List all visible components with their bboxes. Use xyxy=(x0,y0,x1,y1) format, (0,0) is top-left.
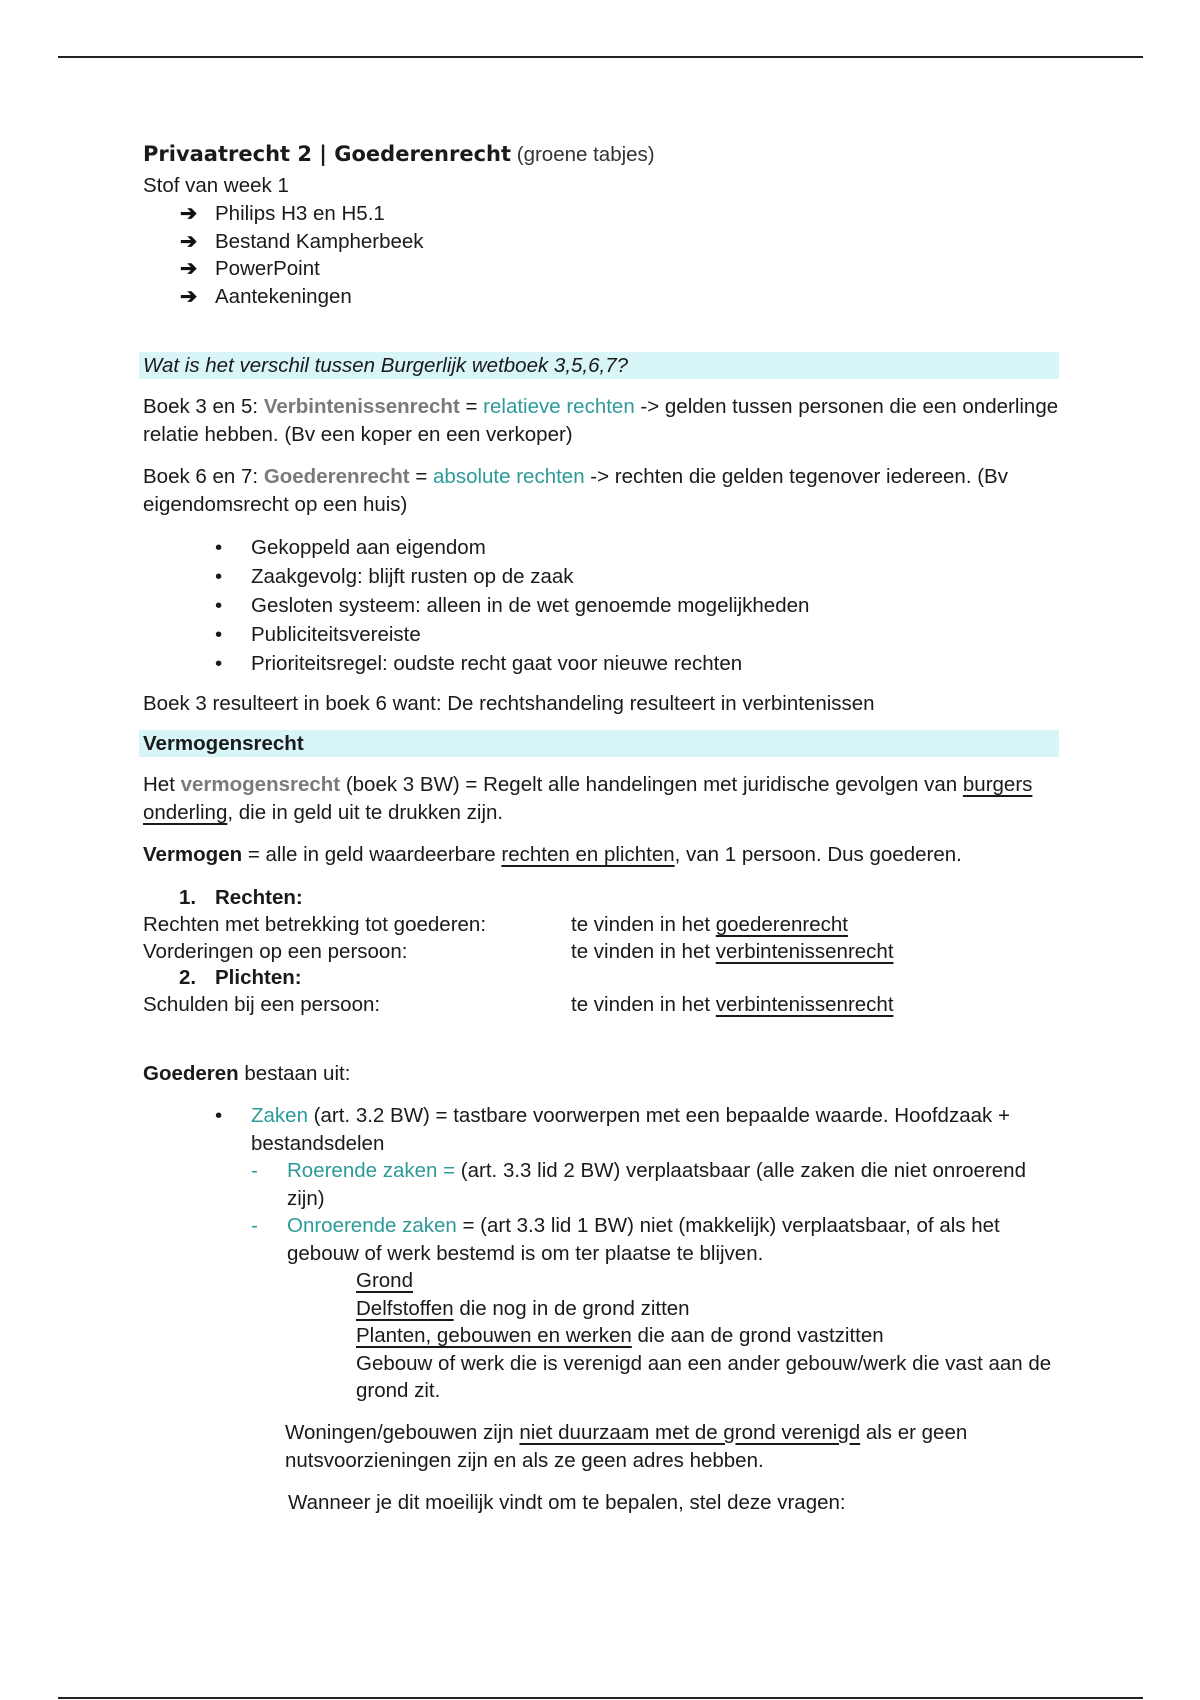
top-rule xyxy=(58,56,1143,58)
list-item: - Onroerende zaken = (art 3.3 lid 1 BW) niet (makkelijk) verplaatsbaar, of als het gebouw of werk bestemd is om ter plaatse te blijven. xyxy=(251,1212,1063,1267)
boek67-paragraph: Boek 6 en 7: Goederenrecht = absolute rechten -> rechten die gelden tegenover iedereen. (Bv eigendomsrecht op een huis) xyxy=(143,465,1008,516)
arrow-icon: ➔ xyxy=(180,202,198,225)
list-item: • Prioriteitsregel: oudste recht gaat voor nieuwe rechten xyxy=(215,649,1063,678)
list-item: • Publiciteitsvereiste xyxy=(215,620,1063,649)
list-item: • Gekoppeld aan eigendom xyxy=(215,533,1063,562)
vermogen-definition: Vermogen = alle in geld waardeerbare rechten en plichten, van 1 persoon. Dus goederen. xyxy=(143,843,962,866)
list-item: Delfstoffen die nog in de grond zitten xyxy=(356,1296,690,1320)
table-row: Rechten met betrekking tot goederen: te vinden in het goederenrecht xyxy=(143,913,848,936)
list-item: • Zaakgevolg: blijft rusten op de zaak xyxy=(215,562,1063,591)
list-item: • Gesloten systeem: alleen in de wet genoemde mogelijkheden xyxy=(215,591,1063,620)
list-item: Grond xyxy=(356,1269,413,1292)
stof-heading: Stof van week 1 xyxy=(143,174,289,197)
table-row: Vorderingen op een persoon: te vinden in het verbintenissenrecht xyxy=(143,940,894,963)
title-paren: (groene tabjes) xyxy=(516,143,655,166)
vermogensrecht-definition: Het vermogensrecht (boek 3 BW) = Regelt alle handelingen met juridische gevolgen van burgers onderling, die in geld uit te drukken zijn. xyxy=(143,773,1033,824)
arrow-icon: ➔ xyxy=(180,229,198,253)
list-item: Planten, gebouwen en werken die aan de grond vastzitten xyxy=(356,1324,884,1347)
vermogensrecht-heading: Vermogensrecht xyxy=(139,730,1059,757)
onroerend-items xyxy=(143,1267,1063,1405)
boek35-paragraph: Boek 3 en 5: Verbintenissenrecht = relatieve rechten -> gelden tussen personen die een onderlinge relatie hebben. (Bv een koper en een verkoper) xyxy=(143,395,1059,446)
plichten-heading: 2. Plichten: xyxy=(179,966,302,989)
rechten-heading: 1. Rechten: xyxy=(179,886,303,909)
zaken-list xyxy=(143,1102,1063,1157)
document-page xyxy=(143,140,1063,1517)
stof-list xyxy=(143,200,1063,310)
list-item: ➔ Bestand Kampherbeek xyxy=(180,228,1063,256)
list-item: • Zaken (art. 3.2 BW) = tastbare voorwerpen met een bepaalde waarde. Hoofdzaak + bestandsdelen xyxy=(215,1102,1063,1157)
list-item: Gebouw of werk die is verenigd aan een ander gebouw/werk die vast aan de grond zit. xyxy=(356,1351,1052,1402)
list-item: ➔ Aantekeningen xyxy=(180,283,1063,311)
arrow-icon: ➔ xyxy=(180,257,198,280)
goederen-heading: Goederen bestaan uit: xyxy=(143,1062,351,1085)
wanneer-paragraph: Wanneer je dit moeilijk vindt om te bepalen, stel deze vragen: xyxy=(288,1490,846,1514)
list-item: ➔ PowerPoint xyxy=(180,255,1063,283)
woningen-paragraph: Woningen/gebouwen zijn niet duurzaam met de grond verenigd als er geen nutsvoorzieningen zijn en als ze geen adres hebben. xyxy=(285,1420,968,1472)
title-bold: Privaatrecht 2 | Goederenrecht xyxy=(143,142,512,166)
table-row: Schulden bij een persoon: te vinden in het verbintenissenrecht xyxy=(143,993,894,1016)
bottom-rule xyxy=(58,1697,1143,1699)
boek3-result: Boek 3 resulteert in boek 6 want: De rechtshandeling resulteert in verbintenissen xyxy=(143,692,875,715)
list-item: - Roerende zaken = (art. 3.3 lid 2 BW) verplaatsbaar (alle zaken die niet onroerend zijn) xyxy=(251,1157,1063,1212)
list-item: ➔ Philips H3 en H5.1 xyxy=(180,200,1063,228)
question-heading: Wat is het verschil tussen Burgerlijk wetboek 3,5,6,7? xyxy=(139,352,1059,379)
zaken-sublist xyxy=(143,1157,1063,1267)
arrow-icon: ➔ xyxy=(180,284,198,308)
features-list xyxy=(143,533,1063,678)
document-title xyxy=(143,140,1063,169)
